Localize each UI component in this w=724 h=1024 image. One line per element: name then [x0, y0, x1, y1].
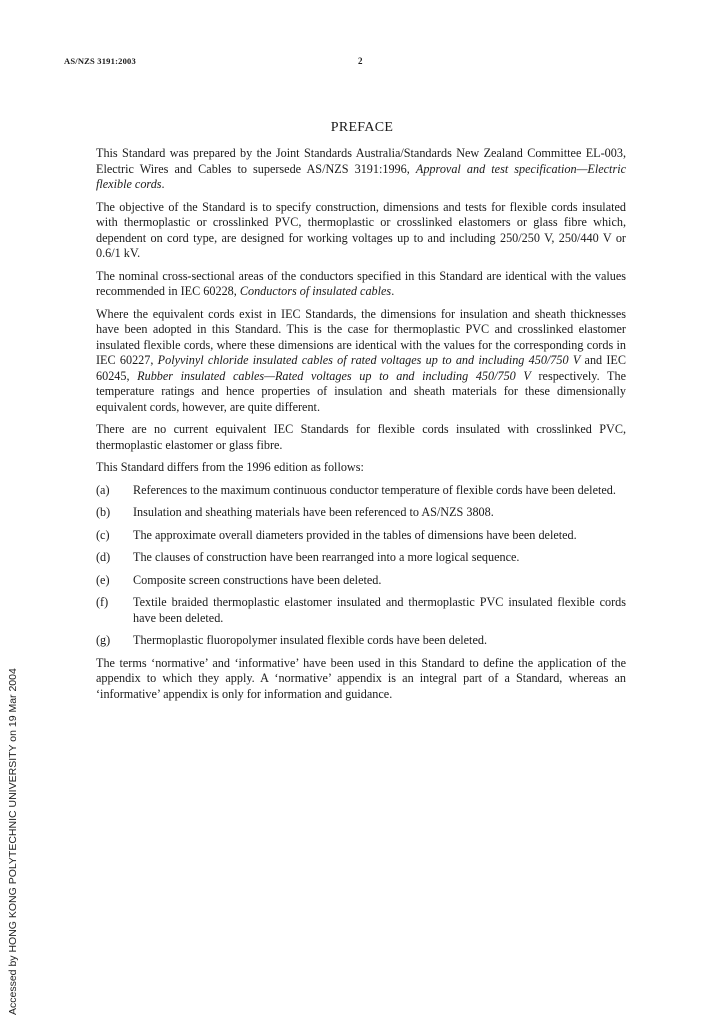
list-item-label: (b): [96, 505, 111, 519]
paragraph-differences-intro: This Standard differs from the 1996 edition as follows:: [96, 460, 364, 474]
list-item-text: Composite screen constructions have been deleted.: [133, 572, 382, 587]
list-item-text: The clauses of construction have been rearranged into a more logical sequence.: [133, 550, 520, 564]
list-item: [96, 573, 626, 589]
list-item: [96, 483, 626, 499]
paragraph-normative-informative: The terms ‘normative’ and ‘informative’ have been used in this Standard to define the application of the appendix to which they apply. A ‘normative’ appendix is an integral part of a Standard, whereas an ‘informative’ appendix is only for information and guidance.: [96, 655, 626, 701]
cited-title: Polyvinyl chloride insulated cables of rated voltages up to and including 450/750 V: [157, 353, 581, 367]
list-item: [96, 595, 626, 626]
paragraph-text: respectively. The temperature ratings and hence properties of insulation and sheath materials for these dimensionally equivalent cords, however, are quite different.: [96, 368, 626, 414]
paragraph-text: and IEC 60245,: [96, 353, 627, 383]
list-item-text: The approximate overall diameters provided in the tables of dimensions have been deleted.: [133, 527, 577, 542]
list-item-text: References to the maximum continuous conductor temperature of flexible cords have been deleted.: [133, 482, 616, 497]
list-item-label: (g): [96, 633, 111, 647]
list-item: [96, 550, 626, 566]
list-item-label: (e): [96, 572, 110, 587]
paragraph-text: .: [391, 284, 395, 298]
list-item: [96, 505, 626, 521]
paragraph-equivalent-cords: [96, 307, 626, 416]
paragraph-supersede: [96, 146, 626, 193]
paragraph-no-equivalent: There are no current equivalent IEC Standards for flexible cords insulated with crosslinked PVC, thermoplastic elastomer or glass fibre.: [96, 422, 626, 452]
list-item-label: (d): [96, 550, 111, 564]
access-watermark: Accessed by HONG KONG POLYTECHNIC UNIVERSITY on 19 Mar 2004: [7, 668, 19, 1015]
paragraph-text: Where the equivalent cords exist in IEC Standards, the dimensions for insulation and sheath thicknesses have been adopted in this Standard. This is the case for thermoplastic PVC and crosslinked elastomer insulated flexible cords, where these dimensions are identical with the values for the corresponding cords in IEC 60227,: [96, 306, 626, 367]
page-number: 2: [358, 56, 363, 66]
paragraph-text: .: [161, 177, 165, 191]
cited-title: Rubber insulated cables—Rated voltages up to and including 450/750 V: [137, 368, 531, 383]
preface-body: [96, 146, 626, 709]
paragraph-objective: The objective of the Standard is to specify construction, dimensions and tests for flexible cords insulated with thermoplastic or crosslinked PVC, thermoplastic or crosslinked elastomers or glass fibre which, dependent on cord type, are designed for working voltages up to and including 250/250 V, 250/440 V or 0.6/1 kV.: [96, 199, 626, 260]
page-title: PREFACE: [330, 120, 394, 135]
list-item-label: (f): [96, 595, 109, 609]
list-item-label: (a): [96, 482, 110, 497]
list-item: [96, 528, 626, 544]
list-item: [96, 633, 626, 649]
paragraph-text: The nominal cross-sectional areas of the conductors specified in this Standard are identical with the values recommended in IEC 60228,: [96, 268, 626, 298]
changes-list: [96, 483, 626, 649]
cited-title: Approval and test specification—Electric flexible cords: [96, 161, 626, 191]
running-head-standard-number: AS/NZS 3191:2003: [64, 56, 136, 66]
list-item-text: Insulation and sheathing materials have been referenced to AS/NZS 3808.: [133, 505, 494, 519]
list-item-text: Thermoplastic fluoropolymer insulated flexible cords have been deleted.: [133, 633, 487, 647]
paragraph-text: This Standard was prepared by the Joint Standards Australia/Standards New Zealand Committee EL-003, Electric Wires and Cables to supersede AS/NZS 3191:1996,: [96, 146, 626, 176]
list-item-text: Textile braided thermoplastic elastomer insulated and thermoplastic PVC insulated flexible cords have been deleted.: [133, 595, 626, 625]
cited-title: Conductors of insulated cables: [239, 284, 392, 298]
paragraph-conductors: [96, 269, 626, 300]
list-item-label: (c): [96, 527, 110, 542]
